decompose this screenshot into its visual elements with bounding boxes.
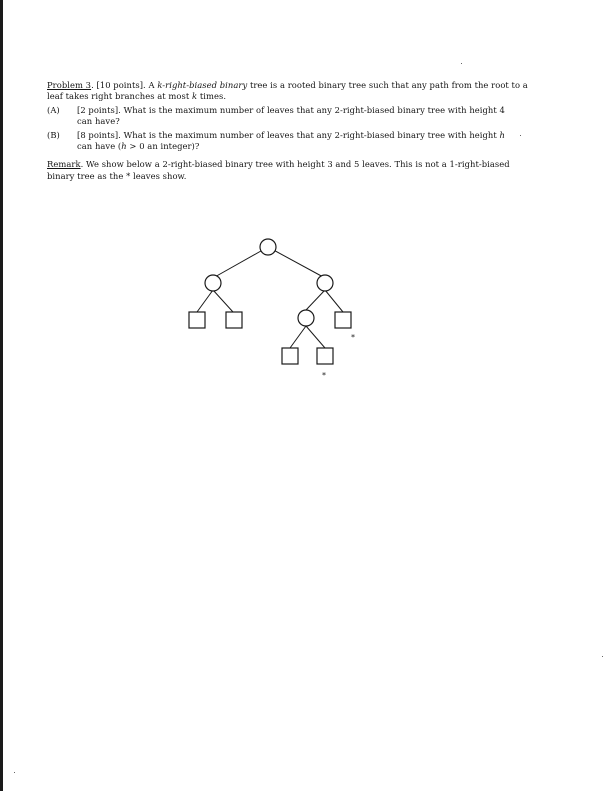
leaf-4	[317, 348, 333, 364]
leaf-1	[189, 312, 205, 328]
page-left-edge	[0, 0, 3, 791]
star-marker-leaf-4: *	[322, 371, 326, 380]
leaf-5	[335, 312, 351, 328]
star-marker-leaf-5: *	[351, 333, 355, 342]
leaf-2	[226, 312, 242, 328]
problem-term: k-right-biased binary	[157, 80, 248, 90]
part-a: (A) [2 points]. What is the maximum number of leaves that any 2-right-biased binary tree with height 4 can have?	[47, 104, 505, 127]
problem-title: Problem 3	[47, 80, 92, 90]
right-child-node	[317, 275, 333, 291]
left-child-node	[205, 275, 221, 291]
edge-root-left	[213, 247, 268, 278]
edge-root-right	[268, 247, 325, 278]
scan-speck	[602, 656, 603, 657]
scan-speck	[461, 63, 462, 64]
remark-label: Remark	[47, 159, 81, 170]
leaf-3	[282, 348, 298, 364]
edge-left-leaf2	[213, 290, 233, 312]
scan-speck	[14, 772, 15, 773]
edge-left-leaf1	[197, 290, 213, 312]
part-b-label: (B)	[47, 129, 60, 140]
binary-tree-diagram	[170, 230, 380, 390]
edge-right-leaf	[325, 290, 343, 312]
problem-intro: Problem 3. [10 points]. A k-right-biased binary tree is a rooted binary tree such that any path from the root to a leaf takes right branches at most k times.	[47, 80, 528, 102]
edge-right-inner	[306, 290, 325, 310]
problem-text	[47, 80, 537, 182]
scan-speck	[520, 135, 521, 136]
remark-star: *	[126, 170, 131, 181]
part-a-points: [2 points].	[77, 104, 121, 115]
root-node	[260, 239, 276, 255]
part-b-points: [8 points].	[77, 129, 121, 140]
remark: Remark. We show below a 2-right-biased binary tree with height 3 and 5 leaves. This is not a 1-right-biased binary tree as the * leaves show.	[47, 159, 510, 181]
edge-inner-leaf2	[306, 326, 325, 348]
edge-inner-leaf1	[290, 326, 306, 348]
part-a-label: (A)	[47, 104, 60, 115]
part-b: (B) [8 points]. What is the maximum number of leaves that any 2-right-biased binary tree with height h can have (h > 0 an integer)?	[47, 129, 505, 152]
problem-points: [10 points].	[96, 80, 146, 90]
inner-node	[298, 310, 314, 326]
